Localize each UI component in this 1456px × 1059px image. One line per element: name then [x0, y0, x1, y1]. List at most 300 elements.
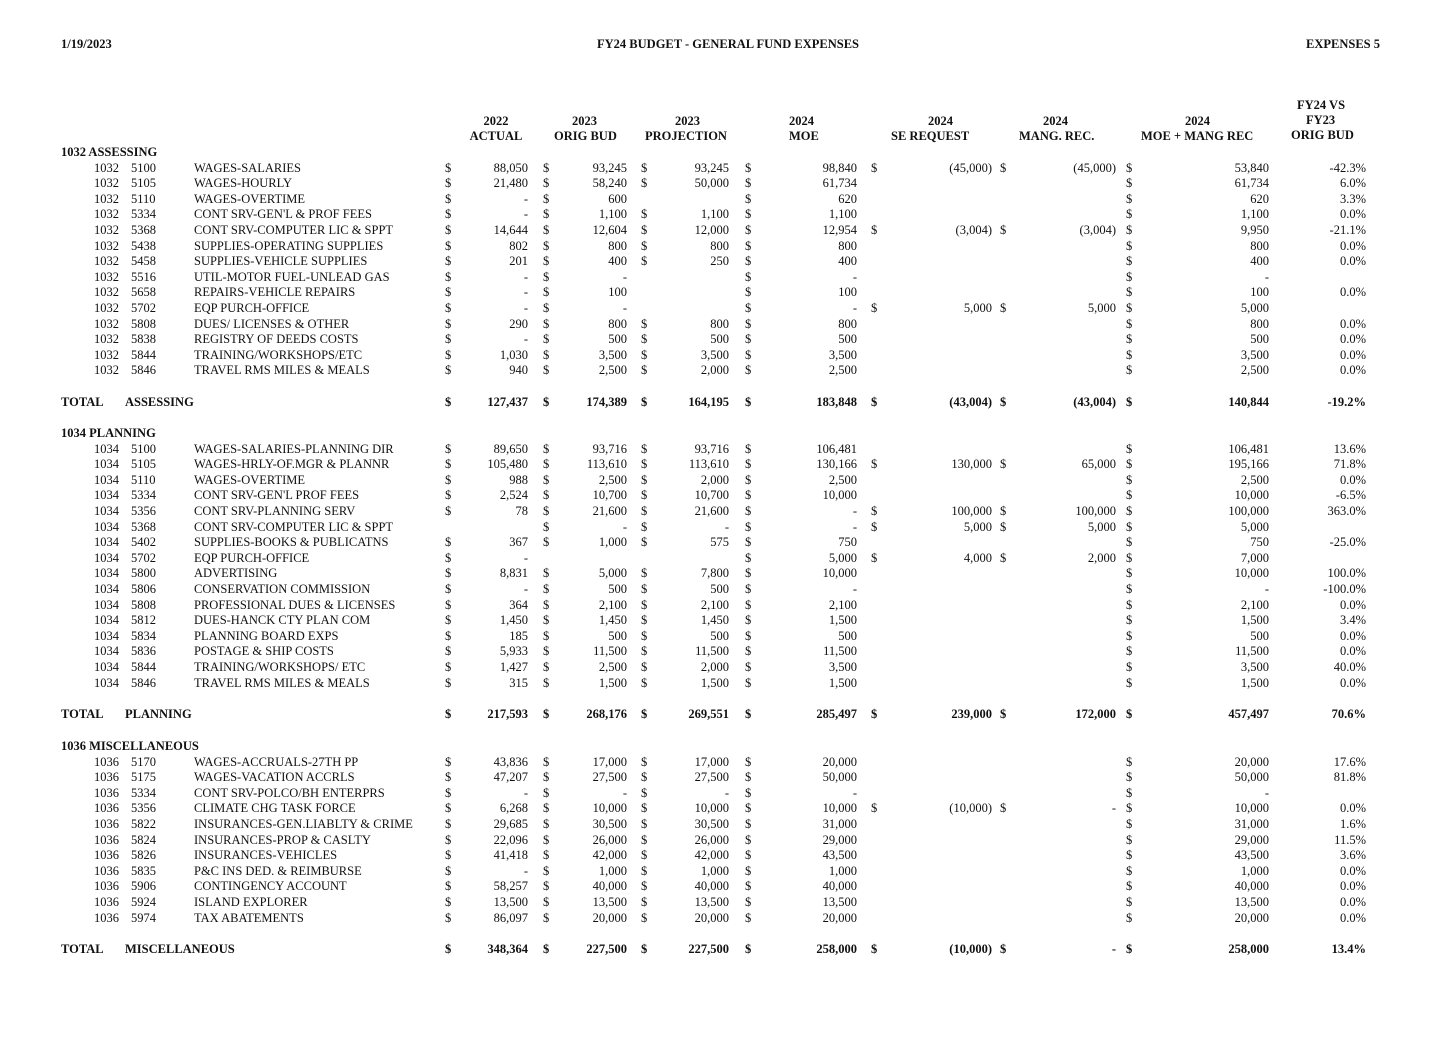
line-description: WAGES-HRLY-OF.MGR & PLANNR — [194, 457, 390, 472]
dept-code: 1034 — [94, 472, 119, 487]
dollar-sign: $ — [745, 441, 752, 456]
amount-cell: 290 — [509, 316, 528, 331]
dollar-sign: $ — [1000, 504, 1007, 518]
percent-change: -42.3% — [1329, 160, 1366, 175]
dollar-sign: $ — [543, 863, 550, 878]
dept-code: 1034 — [94, 457, 119, 472]
table-row — [0, 488, 1456, 504]
dollar-sign: $ — [445, 394, 452, 409]
line-description: WAGES-SALARIES — [194, 160, 301, 175]
dollar-sign: $ — [445, 285, 452, 300]
dollar-sign: $ — [445, 535, 452, 550]
dollar-sign: $ — [445, 457, 452, 472]
percent-change: 0.0% — [1339, 895, 1366, 909]
line-description: CONSERVATION COMMISSION — [194, 582, 371, 596]
amount-cell: 285,497 — [816, 706, 857, 721]
dept-code: 1034 — [94, 504, 119, 518]
dept-code: 1034 — [94, 628, 119, 643]
table-row — [0, 786, 1456, 802]
dollar-sign: $ — [445, 801, 452, 816]
amount-cell: 500 — [838, 332, 857, 347]
amount-cell: 457,497 — [1228, 706, 1269, 721]
dollar-sign: $ — [745, 706, 752, 721]
amount-cell: 42,000 — [592, 848, 627, 863]
dollar-sign: $ — [745, 191, 752, 206]
account-code: 5835 — [131, 863, 156, 878]
dollar-sign: $ — [871, 941, 878, 956]
table-row — [0, 879, 1456, 895]
amount-cell: 106,481 — [816, 441, 857, 456]
account-code: 5822 — [131, 817, 156, 831]
dept-code: 1032 — [94, 176, 119, 191]
dollar-sign: $ — [745, 207, 752, 222]
amount-cell: 4,000 — [963, 550, 992, 565]
dollar-sign: $ — [745, 863, 752, 878]
percent-change: 71.8% — [1333, 457, 1366, 472]
dept-code: 1036 — [94, 832, 119, 847]
amount-cell: 20,000 — [822, 910, 857, 925]
dept-code: 1034 — [94, 550, 119, 565]
line-description: CONT SRV-GEN'L & PROF FEES — [194, 207, 372, 222]
dollar-sign: $ — [871, 223, 878, 237]
dollar-sign: $ — [543, 394, 550, 409]
dollar-sign: $ — [745, 238, 752, 253]
dollar-sign: $ — [445, 941, 452, 956]
dollar-sign: $ — [641, 504, 648, 518]
dollar-sign: $ — [1126, 770, 1133, 785]
amount-cell: 988 — [509, 472, 528, 487]
dollar-sign: $ — [445, 441, 452, 456]
amount-cell: - — [622, 301, 627, 315]
amount-cell: 47,207 — [493, 770, 528, 785]
table-row — [0, 473, 1456, 489]
dollar-sign: $ — [445, 706, 452, 721]
dollar-sign: $ — [543, 910, 550, 925]
amount-cell: 2,100 — [700, 597, 729, 612]
line-description: WAGES-HOURLY — [194, 176, 293, 191]
account-code: 5808 — [131, 597, 156, 612]
amount-cell: 174,389 — [586, 394, 627, 409]
dollar-sign: $ — [445, 817, 452, 831]
amount-cell: 13,500 — [1234, 895, 1269, 909]
amount-cell: - — [523, 332, 528, 347]
amount-cell: 100,000 — [1228, 504, 1269, 518]
total-row — [0, 707, 1456, 723]
amount-cell: 86,097 — [493, 910, 528, 925]
amount-cell: 20,000 — [694, 910, 729, 925]
dollar-sign: $ — [543, 582, 550, 596]
col-header-2024-mang-rec: 2024 MANG. REC. — [1019, 114, 1095, 143]
line-description: EQP PURCH-OFFICE — [194, 550, 310, 565]
dollar-sign: $ — [445, 754, 452, 769]
amount-cell: - — [1111, 941, 1116, 956]
account-code: 5334 — [131, 207, 156, 222]
dept-code: 1036 — [94, 895, 119, 909]
dollar-sign: $ — [543, 223, 550, 237]
dept-code: 1034 — [94, 535, 119, 550]
amount-cell: 500 — [1250, 628, 1269, 643]
dollar-sign: $ — [745, 660, 752, 674]
col-header-2023-projection: 2023 PROJECTION — [645, 114, 727, 143]
amount-cell: 140,844 — [1228, 394, 1269, 409]
amount-cell: (10,000) — [949, 941, 992, 956]
dollar-sign: $ — [1126, 754, 1133, 769]
table-row — [0, 566, 1456, 582]
dollar-sign: $ — [1126, 488, 1133, 503]
amount-cell: 40,000 — [1234, 879, 1269, 894]
account-code: 5458 — [131, 254, 156, 269]
account-code: 5402 — [131, 535, 156, 550]
table-row — [0, 239, 1456, 255]
table-row — [0, 223, 1456, 239]
amount-cell: 30,500 — [592, 817, 627, 831]
dollar-sign: $ — [641, 895, 648, 909]
dollar-sign: $ — [745, 472, 752, 487]
table-row — [0, 864, 1456, 880]
table-row — [0, 613, 1456, 629]
amount-cell: 500 — [608, 332, 627, 347]
account-code: 5800 — [131, 566, 156, 581]
percent-change: 1.6% — [1339, 817, 1366, 831]
amount-cell: 2,500 — [1240, 472, 1269, 487]
dollar-sign: $ — [543, 519, 550, 534]
line-description: DUES/ LICENSES & OTHER — [194, 316, 350, 331]
percent-change: 100.0% — [1327, 566, 1366, 581]
amount-cell: 6,268 — [499, 801, 528, 816]
account-code: 5836 — [131, 644, 156, 659]
dollar-sign: $ — [745, 269, 752, 284]
amount-cell: - — [622, 519, 627, 534]
dollar-sign: $ — [543, 832, 550, 847]
amount-cell: 9,950 — [1240, 223, 1269, 237]
line-description: CONT SRV-PLANNING SERV — [194, 504, 356, 518]
amount-cell: - — [1264, 269, 1269, 284]
line-description: POSTAGE & SHIP COSTS — [194, 644, 334, 659]
account-code: 5170 — [131, 754, 156, 769]
amount-cell: 800 — [1250, 316, 1269, 331]
line-description: WAGES-OVERTIME — [194, 191, 306, 206]
dollar-sign: $ — [1126, 675, 1133, 690]
account-code: 5846 — [131, 675, 156, 690]
amount-cell: 1,000 — [598, 535, 627, 550]
amount-cell: - — [852, 269, 857, 284]
dollar-sign: $ — [745, 770, 752, 785]
amount-cell: - — [523, 207, 528, 222]
dollar-sign: $ — [641, 879, 648, 894]
dollar-sign: $ — [1126, 582, 1133, 596]
amount-cell: 41,418 — [493, 848, 528, 863]
amount-cell: 26,000 — [694, 832, 729, 847]
dollar-sign: $ — [1126, 613, 1133, 628]
amount-cell: 26,000 — [592, 832, 627, 847]
amount-cell: - — [1264, 785, 1269, 800]
amount-cell: 113,610 — [688, 457, 729, 472]
amount-cell: - — [523, 191, 528, 206]
dollar-sign: $ — [543, 817, 550, 831]
dollar-sign: $ — [745, 566, 752, 581]
dept-code: 1034 — [94, 441, 119, 456]
total-percent-change: -19.2% — [1327, 394, 1366, 409]
dollar-sign: $ — [1126, 597, 1133, 612]
amount-cell: 2,500 — [598, 660, 627, 674]
total-label: TOTAL — [61, 941, 104, 956]
dollar-sign: $ — [1000, 519, 1007, 534]
dollar-sign: $ — [445, 832, 452, 847]
percent-change: 13.6% — [1333, 441, 1366, 456]
dollar-sign: $ — [641, 535, 648, 550]
table-row — [0, 254, 1456, 270]
table-row — [0, 504, 1456, 520]
amount-cell: 10,000 — [822, 566, 857, 581]
amount-cell: 113,610 — [586, 457, 627, 472]
dollar-sign: $ — [641, 910, 648, 925]
dollar-sign: $ — [445, 628, 452, 643]
amount-cell: 10,000 — [822, 488, 857, 503]
amount-cell: 1,450 — [499, 613, 528, 628]
amount-cell: 30,500 — [694, 817, 729, 831]
amount-cell: - — [622, 785, 627, 800]
table-row — [0, 551, 1456, 567]
amount-cell: 11,500 — [593, 644, 627, 659]
table-row — [0, 457, 1456, 473]
dollar-sign: $ — [745, 223, 752, 237]
amount-cell: 164,195 — [688, 394, 729, 409]
total-row — [0, 395, 1456, 411]
dollar-sign: $ — [445, 472, 452, 487]
dollar-sign: $ — [543, 754, 550, 769]
dollar-sign: $ — [543, 238, 550, 253]
dollar-sign: $ — [1126, 160, 1133, 175]
account-code: 5368 — [131, 223, 156, 237]
total-name: MISCELLANEOUS — [125, 941, 235, 956]
amount-cell: 12,954 — [822, 223, 857, 237]
percent-change: -21.1% — [1329, 223, 1366, 237]
amount-cell: - — [1264, 582, 1269, 596]
table-row — [0, 676, 1456, 692]
amount-cell: 802 — [509, 238, 528, 253]
amount-cell: 2,100 — [1240, 597, 1269, 612]
dollar-sign: $ — [543, 628, 550, 643]
dollar-sign: $ — [641, 207, 648, 222]
amount-cell: 400 — [1250, 254, 1269, 269]
dollar-sign: $ — [1126, 394, 1133, 409]
dollar-sign: $ — [445, 488, 452, 503]
percent-change: 3.3% — [1339, 191, 1366, 206]
col-header-2024-moe: 2024 MOE — [789, 114, 819, 143]
dollar-sign: $ — [1126, 191, 1133, 206]
amount-cell: 2,500 — [598, 363, 627, 378]
dollar-sign: $ — [1000, 801, 1007, 816]
line-description: SUPPLIES-BOOKS & PUBLICATNS — [194, 535, 389, 550]
dept-code: 1034 — [94, 566, 119, 581]
account-code: 5812 — [131, 613, 156, 628]
account-code: 5438 — [131, 238, 156, 253]
amount-cell: 50,000 — [822, 770, 857, 785]
account-code: 5175 — [131, 770, 156, 785]
dollar-sign: $ — [1000, 941, 1007, 956]
table-row — [0, 176, 1456, 192]
dollar-sign: $ — [543, 801, 550, 816]
dept-code: 1036 — [94, 848, 119, 863]
dollar-sign: $ — [543, 706, 550, 721]
line-description: INSURANCES-VEHICLES — [194, 848, 338, 863]
section-heading — [0, 426, 1456, 442]
account-code: 5844 — [131, 660, 156, 674]
line-description: WAGES-VACATION ACCRLS — [194, 770, 355, 785]
account-code: 5368 — [131, 519, 156, 534]
dollar-sign: $ — [445, 504, 452, 518]
amount-cell: 21,600 — [592, 504, 627, 518]
section-title: 1034 PLANNING — [61, 426, 156, 440]
amount-cell: 17,000 — [592, 754, 627, 769]
line-description: TRAVEL RMS MILES & MEALS — [194, 675, 370, 690]
percent-change: 6.0% — [1339, 176, 1366, 191]
dollar-sign: $ — [641, 160, 648, 175]
table-row — [0, 801, 1456, 817]
dollar-sign: $ — [641, 238, 648, 253]
amount-cell: 800 — [608, 316, 627, 331]
total-name: ASSESSING — [125, 394, 194, 409]
amount-cell: 5,000 — [1240, 519, 1269, 534]
line-description: CONT SRV-GEN'L PROF FEES — [194, 488, 360, 503]
dollar-sign: $ — [745, 332, 752, 347]
percent-change: 0.0% — [1339, 316, 1366, 331]
dollar-sign: $ — [641, 706, 648, 721]
amount-cell: 1,450 — [598, 613, 627, 628]
amount-cell: 500 — [710, 332, 729, 347]
amount-cell: 1,427 — [499, 660, 528, 674]
amount-cell: 800 — [608, 238, 627, 253]
amount-cell: - — [523, 582, 528, 596]
line-description: INSURANCES-PROP & CASLTY — [194, 832, 371, 847]
dept-code: 1032 — [94, 223, 119, 237]
amount-cell: 130,166 — [816, 457, 857, 472]
table-row — [0, 192, 1456, 208]
account-code: 5702 — [131, 550, 156, 565]
amount-cell: 93,716 — [592, 441, 627, 456]
amount-cell: 1,500 — [598, 675, 627, 690]
percent-change: 0.0% — [1339, 332, 1366, 347]
amount-cell: 20,000 — [592, 910, 627, 925]
dollar-sign: $ — [543, 879, 550, 894]
dollar-sign: $ — [641, 832, 648, 847]
total-label: TOTAL — [61, 394, 104, 409]
amount-cell: - — [523, 863, 528, 878]
dollar-sign: $ — [1126, 785, 1133, 800]
account-code: 5838 — [131, 332, 156, 347]
dollar-sign: $ — [1000, 550, 1007, 565]
dollar-sign: $ — [445, 160, 452, 175]
dollar-sign: $ — [745, 754, 752, 769]
line-description: INSURANCES-GEN.LIABLTY & CRIME — [194, 817, 413, 831]
amount-cell: 364 — [509, 597, 528, 612]
amount-cell: 58,240 — [592, 176, 627, 191]
table-row — [0, 535, 1456, 551]
line-description: CONT SRV-POLCO/BH ENTERPRS — [194, 785, 385, 800]
dept-code: 1032 — [94, 316, 119, 331]
percent-change: 3.6% — [1339, 848, 1366, 863]
amount-cell: 800 — [710, 238, 729, 253]
dollar-sign: $ — [1126, 316, 1133, 331]
amount-cell: 5,000 — [963, 301, 992, 315]
dollar-sign: $ — [1126, 941, 1133, 956]
percent-change: 0.0% — [1339, 347, 1366, 362]
amount-cell: 500 — [838, 628, 857, 643]
line-description: TRAVEL RMS MILES & MEALS — [194, 363, 370, 378]
dollar-sign: $ — [543, 332, 550, 347]
amount-cell: 78 — [515, 504, 528, 518]
dollar-sign: $ — [1126, 332, 1133, 347]
dollar-sign: $ — [445, 895, 452, 909]
account-code: 5105 — [131, 457, 156, 472]
account-code: 5974 — [131, 910, 156, 925]
dollar-sign: $ — [641, 316, 648, 331]
dept-code: 1036 — [94, 770, 119, 785]
amount-cell: 258,000 — [1228, 941, 1269, 956]
dept-code: 1032 — [94, 269, 119, 284]
dollar-sign: $ — [1126, 910, 1133, 925]
amount-cell: 88,050 — [493, 160, 528, 175]
dollar-sign: $ — [543, 176, 550, 191]
dollar-sign: $ — [745, 504, 752, 518]
dollar-sign: $ — [641, 566, 648, 581]
amount-cell: 106,481 — [1228, 441, 1269, 456]
amount-cell: 750 — [838, 535, 857, 550]
account-code: 5826 — [131, 848, 156, 863]
table-row — [0, 348, 1456, 364]
amount-cell: 2,100 — [828, 597, 857, 612]
dollar-sign: $ — [745, 285, 752, 300]
amount-cell: - — [852, 582, 857, 596]
amount-cell: 217,593 — [487, 706, 528, 721]
amount-cell: 620 — [838, 191, 857, 206]
dollar-sign: $ — [1126, 863, 1133, 878]
amount-cell: 58,257 — [493, 879, 528, 894]
amount-cell: 500 — [710, 628, 729, 643]
total-name: PLANNING — [125, 706, 192, 721]
amount-cell: 1,000 — [1240, 863, 1269, 878]
dept-code: 1032 — [94, 301, 119, 315]
dollar-sign: $ — [543, 285, 550, 300]
percent-change: 363.0% — [1327, 504, 1366, 518]
amount-cell: 5,933 — [499, 644, 528, 659]
amount-cell: 10,000 — [592, 801, 627, 816]
dollar-sign: $ — [543, 535, 550, 550]
amount-cell: 800 — [838, 316, 857, 331]
line-description: SUPPLIES-VEHICLE SUPPLIES — [194, 254, 368, 269]
account-code: 5100 — [131, 441, 156, 456]
amount-cell: 10,700 — [592, 488, 627, 503]
percent-change: 0.0% — [1339, 879, 1366, 894]
amount-cell: 130,000 — [951, 457, 992, 472]
amount-cell: 5,000 — [1240, 301, 1269, 315]
dollar-sign: $ — [745, 910, 752, 925]
dollar-sign: $ — [871, 457, 878, 472]
dollar-sign: $ — [745, 879, 752, 894]
table-row — [0, 817, 1456, 833]
amount-cell: 12,604 — [592, 223, 627, 237]
dept-code: 1034 — [94, 675, 119, 690]
section-title: 1032 ASSESSING — [61, 145, 158, 159]
amount-cell: 93,245 — [694, 160, 729, 175]
dollar-sign: $ — [1126, 644, 1133, 659]
dollar-sign: $ — [641, 941, 648, 956]
amount-cell: 367 — [509, 535, 528, 550]
dollar-sign: $ — [445, 301, 452, 315]
amount-cell: (43,004) — [1073, 394, 1116, 409]
dollar-sign: $ — [1126, 550, 1133, 565]
dollar-sign: $ — [1000, 457, 1007, 472]
